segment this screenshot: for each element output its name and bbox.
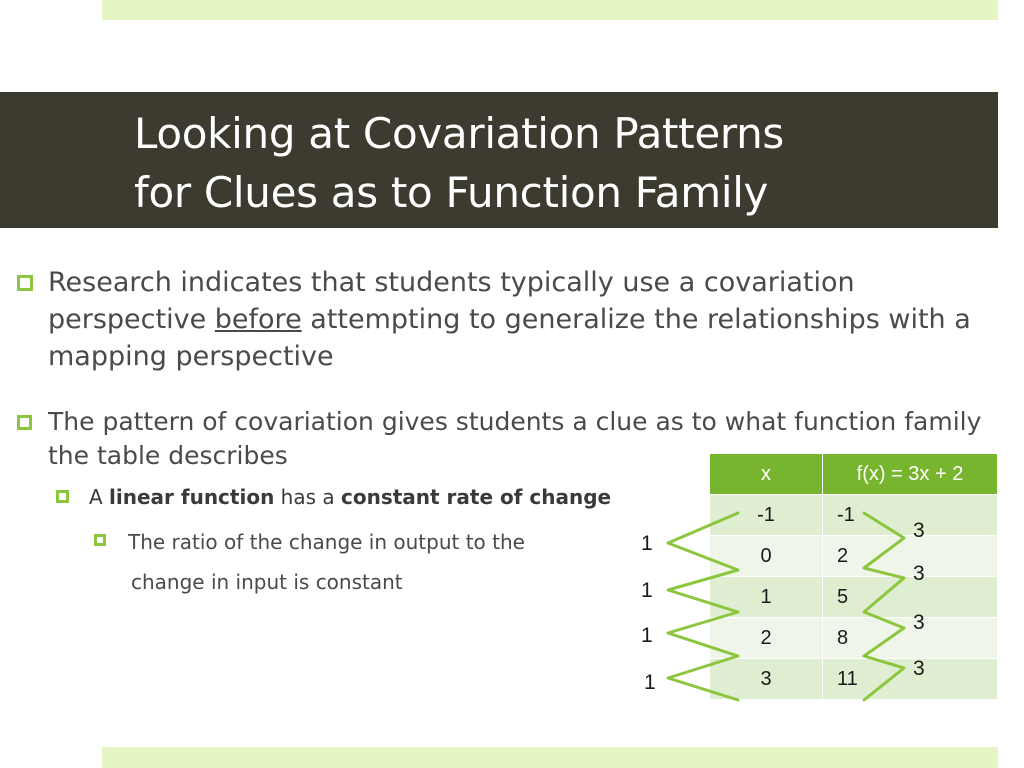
sub-bullet-linear-property: constant rate of change: [341, 485, 612, 509]
table-cell-x: 3: [710, 659, 823, 700]
y-change-label: 3: [913, 657, 925, 680]
x-change-label: 1: [641, 579, 653, 602]
sub-bullet-linear-text-2: has a: [274, 485, 341, 509]
sub-sub-bullet-ratio-line-1: The ratio of the change in output to the: [128, 530, 525, 554]
bottom-accent-bar: [102, 747, 998, 768]
table-cell-fx: 8: [823, 618, 998, 659]
bullet-research-text-1: Research indicates that students typically use a covariation perspective: [48, 267, 855, 335]
table-cell-fx: -1: [823, 495, 998, 536]
bullet-pattern-text: The pattern of covariation gives students a clue as to what function family the table describes: [48, 407, 982, 470]
table-header-x: x: [710, 454, 823, 495]
table-row: [710, 495, 998, 536]
sub-bullet-linear: [89, 483, 689, 511]
sub-bullet-linear-term: linear function: [109, 485, 275, 509]
table-cell-fx: 2: [823, 536, 998, 577]
table-row: [710, 618, 998, 659]
square-bullet-icon: [56, 490, 69, 503]
y-change-label: 3: [913, 562, 925, 585]
y-change-label: 3: [913, 519, 925, 542]
table-header-row: [710, 454, 998, 495]
top-accent-bar: [102, 0, 998, 20]
x-change-label: 1: [644, 671, 656, 694]
title-line-2: for Clues as to Function Family: [134, 168, 769, 217]
square-bullet-icon: [17, 275, 33, 291]
slide-title: [134, 104, 994, 222]
square-bullet-icon: [94, 534, 106, 546]
sub-sub-bullet-ratio: [128, 522, 628, 602]
sub-bullet-linear-text-1: A: [89, 485, 110, 509]
bullet-research-text-2: attempting to generalize the relationships with a mapping perspective: [48, 304, 971, 372]
table-cell-x: 0: [710, 536, 823, 577]
sub-sub-bullet-ratio-line-2: change in input is constant: [131, 570, 403, 594]
function-table: [709, 453, 998, 700]
x-change-label: 1: [641, 532, 653, 555]
table-cell-x: 1: [710, 577, 823, 618]
table-row: [710, 659, 998, 700]
table-cell-fx: 11: [823, 659, 998, 700]
bullet-research-emphasis: before: [214, 304, 302, 335]
title-line-1: Looking at Covariation Patterns: [134, 109, 785, 158]
table-cell-x: -1: [710, 495, 823, 536]
table-cell-x: 2: [710, 618, 823, 659]
table-cell-fx: 5: [823, 577, 998, 618]
table-row: [710, 577, 998, 618]
bullet-research: [48, 264, 988, 375]
x-change-label: 1: [641, 624, 653, 647]
square-bullet-icon: [17, 415, 32, 430]
y-change-label: 3: [913, 611, 925, 634]
table-header-fx: f(x) = 3x + 2: [823, 454, 998, 495]
table-row: [710, 536, 998, 577]
